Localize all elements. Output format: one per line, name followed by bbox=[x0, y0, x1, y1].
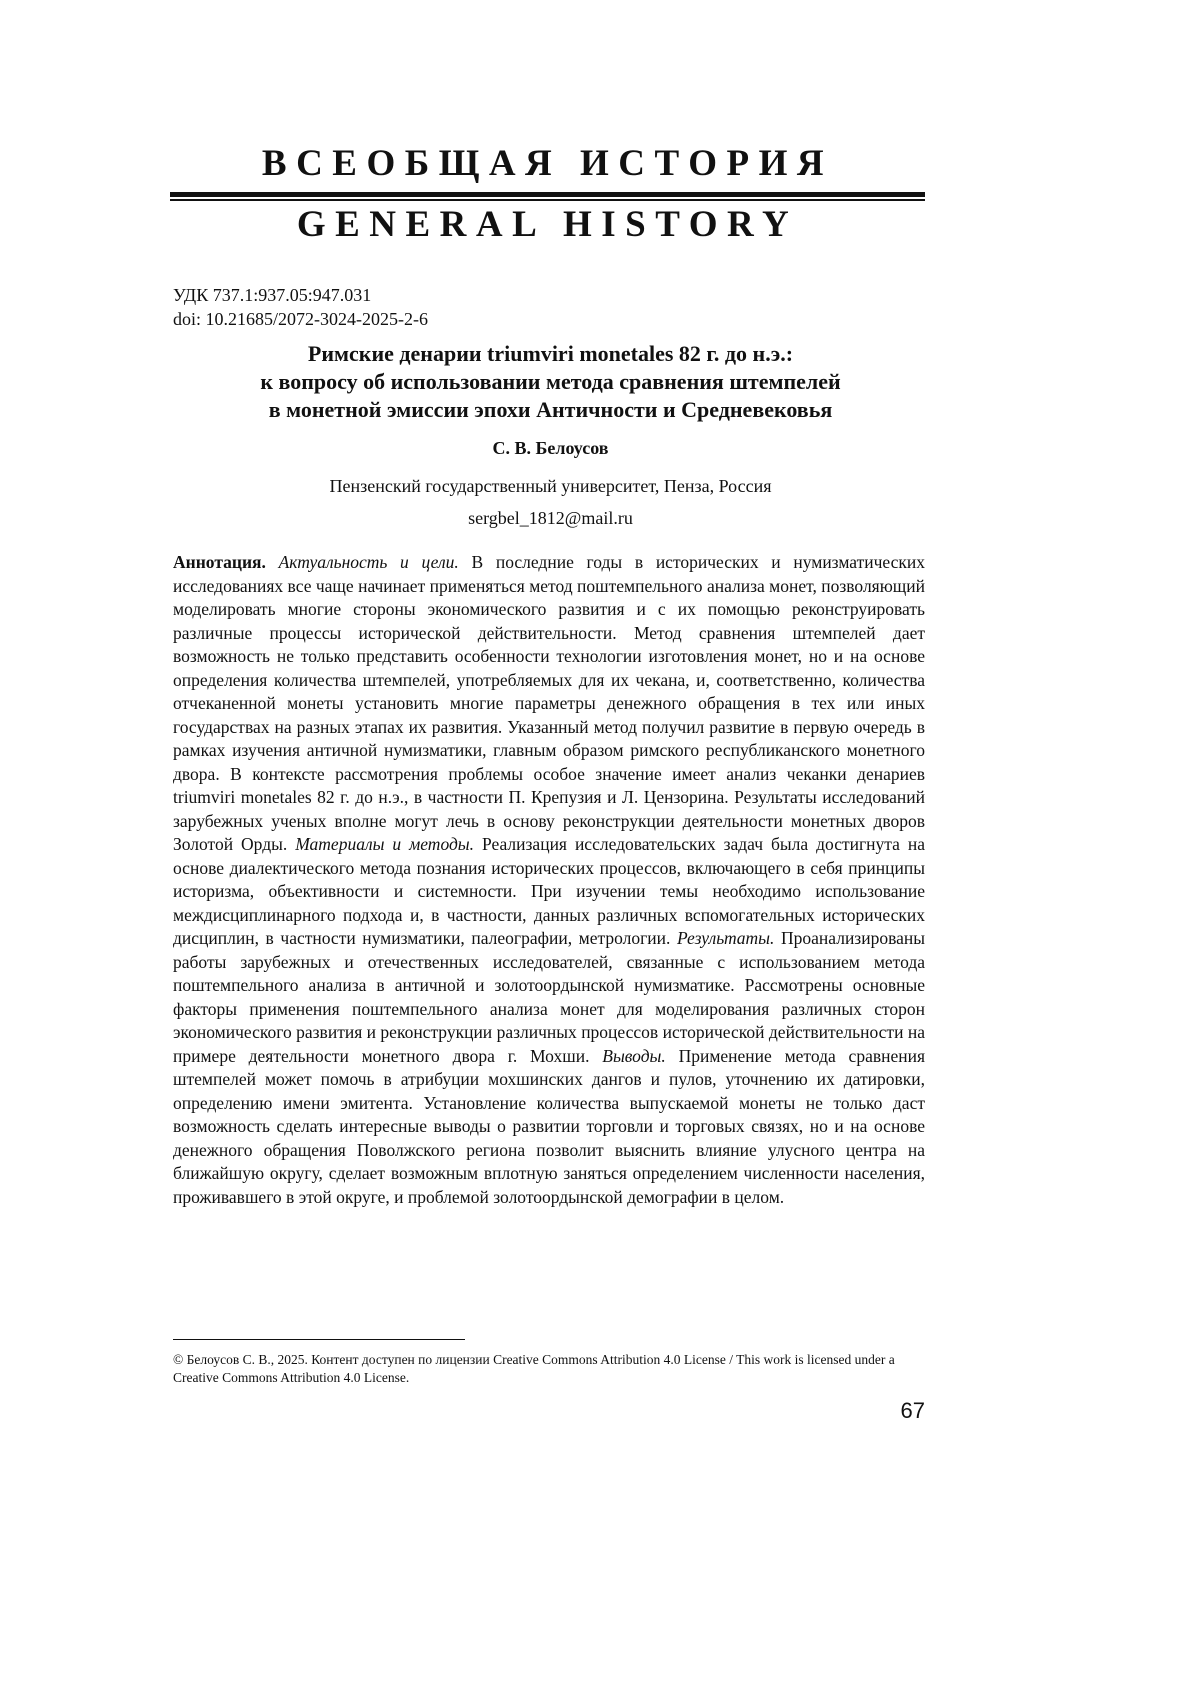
section-title-ru: ВСЕОБЩАЯ ИСТОРИЯ bbox=[261, 143, 834, 184]
author-affiliation-block bbox=[173, 470, 928, 534]
title-line-2: к вопросу об использовании метода сравнения штемпелей bbox=[260, 369, 841, 394]
author-name: С. В. Белоусов bbox=[492, 438, 609, 458]
section-title-en: GENERAL HISTORY bbox=[296, 204, 799, 245]
doi: doi: 10.21685/2072-3024-2025-2-6 bbox=[173, 309, 428, 329]
abstract-results-label: Результаты. bbox=[676, 928, 775, 948]
author-affiliation: Пензенский государственный университет, Пенза, Россия bbox=[329, 476, 772, 496]
abstract-conclusions-text: Применение метода сравнения штемпелей может помочь в атрибуции мохшинских дангов и пулов, уточнению их датировки, определению имени эмитента. Установление количества выпускаемой монеты не только даст возможность сделать интересные выводы о развитии торговли и торговых связях, но и на основе денежного обращения Поволжского региона позволит выяснить влияние улусного центра на ближайшую округу, сделает возможным вплотную заняться определением численности населения, проживавшего в этой округе, и проблемой золотоордынской демографии в целом. bbox=[173, 1045, 926, 1207]
footnote-rule bbox=[173, 1339, 465, 1340]
abstract-results-text: Проанализированы работы зарубежных и отечественных исследователей, связанные с использованием метода поштемпельного анализа в античной и золотоордынской нумизматике. Рассмотрены основные факторы применения поштемпельного анализа монет для моделирования различных сторон экономического развития и реконструкции различных процессов исторической действительности на примере деятельности монетного двора г. Мохши. bbox=[173, 928, 926, 1066]
article-title bbox=[173, 340, 928, 424]
abstract-label: Аннотация. bbox=[173, 552, 266, 572]
page-number: 67 bbox=[900, 1398, 925, 1423]
udk-code: УДК 737.1:937.05:947.031 bbox=[173, 285, 372, 305]
title-line-1: Римские денарии triumviri monetales 82 г. до н.э.: bbox=[307, 341, 794, 366]
abstract bbox=[173, 551, 925, 1209]
author-email: sergbel_1812@mail.ru bbox=[468, 508, 633, 528]
abstract-methods-label: Материалы и методы. bbox=[295, 834, 475, 854]
abstract-aims-label: Актуальность и цели. bbox=[278, 552, 459, 572]
abstract-conclusions-label: Выводы. bbox=[602, 1045, 666, 1066]
article-meta bbox=[173, 283, 428, 331]
license-footnote: © Белоусов С. В., 2025. Контент доступен по лицензии Creative Commons Attribution 4.0 License / This work is licensed under a Creative Commons Attribution 4.0 License. bbox=[173, 1352, 895, 1385]
abstract-methods-text: Реализация исследовательских задач была достигнута на основе диалектического метода познания исторических процессов, включающего в себя принципы историзма, объективности и системности. При изучении темы необходимо использование междисциплинарного подхода и, в частности, данных различных вспомогательных исторических дисциплин, в частности нумизматики, палеографии, метрологии. bbox=[173, 834, 926, 948]
header-rule-thick bbox=[170, 192, 925, 197]
abstract-aims-text: В последние годы в исторических и нумизматических исследованиях все чаще начинает применяться метод поштемпельного анализа монет, позволяющий моделировать многие стороны экономического развития и с их помощью реконструировать различные процессы исторической действительности. Метод сравнения штемпелей дает возможность не только представить особенности технологии изготовления монет, но и на основе определения количества штемпелей, употребляемых для их чекана, и, соответственно, количества отчеканенной монеты установить многие параметры денежного обращения в тех или иных государствах на разных этапах их развития. Указанный метод получил развитие в первую очередь в рамках изучения античной нумизматики, главным образом римского республиканского монетного двора. В контексте рассмотрения проблемы особое значение имеет анализ чеканки денариев triumviri monetales 82 г. до н.э., в частности П. Крепузия и Л. Цензорина. Результаты исследований зарубежных ученых вполне могут лечь в основу реконструкции деятельности монетных дворов Золотой Орды. bbox=[173, 552, 926, 854]
title-line-3: в монетной эмиссии эпохи Античности и Средневековья bbox=[268, 397, 833, 422]
